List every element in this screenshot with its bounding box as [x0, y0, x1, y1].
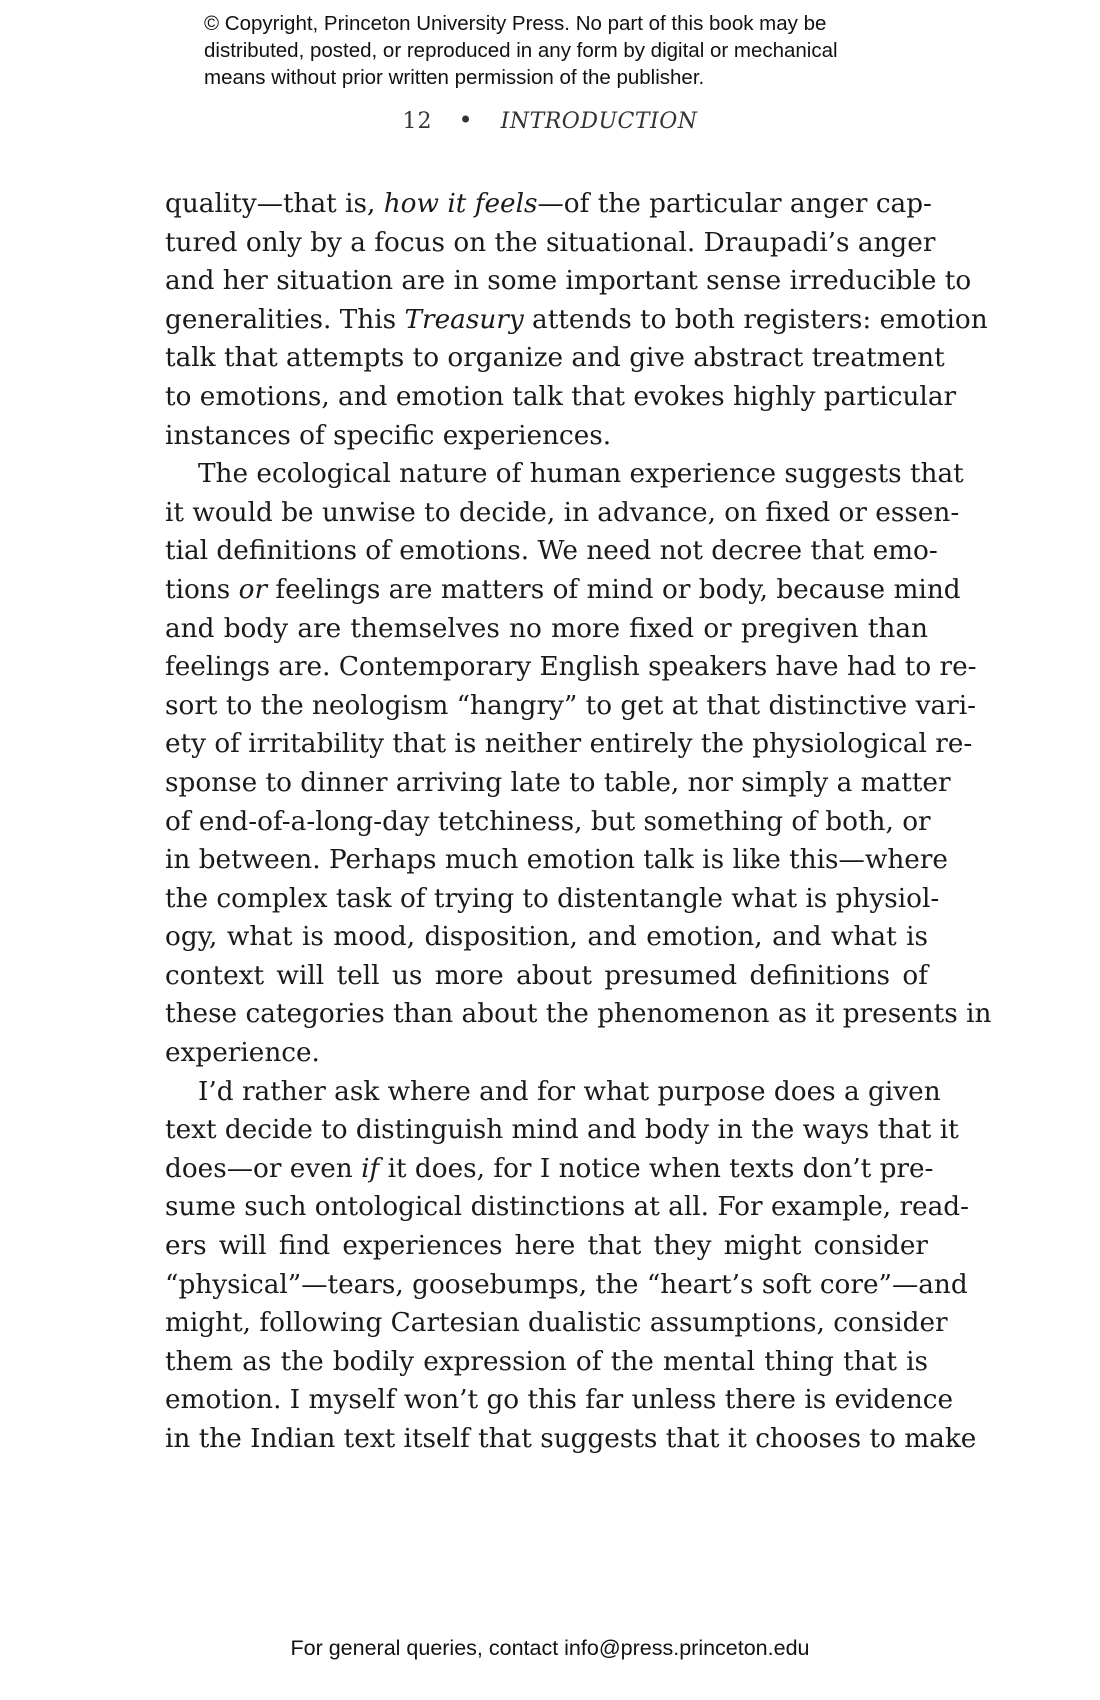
text-line: ogy, what is mood, disposition, and emotion, and what is — [165, 922, 928, 953]
text-line: generalities. This Treasury attends to both registers: emotion — [165, 304, 988, 335]
emphasis: if — [361, 1153, 380, 1184]
text-line: sume such ontological distinctions at all. For example, read- — [165, 1192, 970, 1223]
text-line: The ecological nature of human experience suggests that — [198, 459, 964, 490]
section-title: INTRODUCTION — [500, 109, 698, 134]
text-line: “physical”—tears, goosebumps, the “heart’s soft core”—and — [165, 1269, 968, 1300]
text-line: emotion. I myself won’t go this far unless there is evidence — [165, 1385, 954, 1416]
text-line: sort to the neologism “hangry” to get at that distinctive vari- — [165, 690, 977, 721]
text-line: might, following Cartesian dualistic assumptions, consider — [165, 1308, 948, 1339]
text-line: in the Indian text itself that suggests that it chooses to make — [165, 1424, 977, 1454]
text-line: these categories than about the phenomenon as it presents in — [165, 999, 992, 1030]
text-line: does—or even if it does, for I notice when texts don’t pre- — [165, 1153, 934, 1184]
emphasis: Treasury — [404, 304, 524, 335]
text-line: it would be unwise to decide, in advance, on fixed or essen- — [165, 497, 960, 528]
text-line: sponse to dinner arriving late to table, nor simply a matter — [165, 767, 951, 798]
text-line: and body are themselves no more fixed or pregiven than — [165, 613, 928, 644]
emphasis: or — [238, 574, 268, 605]
text-line: of end-of-a-long-day tetchiness, but something of both, or — [165, 806, 931, 837]
text-line: the complex task of trying to distentangle what is physiol- — [165, 883, 940, 914]
text-line: ers will find experiences here that they might consider — [165, 1231, 928, 1262]
text-line: tions or feelings are matters of mind or body, because mind — [165, 574, 961, 605]
text-line: ety of irritability that is neither entirely the physiological re- — [165, 729, 973, 760]
text-line: quality—that is, how it feels—of the particular anger cap- — [165, 189, 932, 219]
bullet-separator: • — [458, 106, 473, 134]
text-line: context will tell us more about presumed definitions of — [165, 960, 928, 991]
footer-contact: For general queries, contact info@press.princeton.edu — [290, 1636, 810, 1660]
emphasis: how it feels — [383, 189, 538, 219]
text-line: in between. Perhaps much emotion talk is like this—where — [165, 845, 948, 876]
running-head — [0, 105, 1100, 137]
text-line: to emotions, and emotion talk that evokes highly particular — [165, 381, 957, 412]
text-line: instances of specific experiences. — [165, 420, 612, 451]
text-line: text decide to distinguish mind and body in the ways that it — [165, 1115, 959, 1146]
text-line: tured only by a focus on the situational. Draupadi’s anger — [165, 227, 936, 258]
text-line: experience. — [165, 1038, 320, 1069]
copyright-notice — [204, 10, 904, 91]
text-line: tial definitions of emotions. We need not decree that emo- — [165, 536, 938, 567]
text-line: them as the bodily expression of the mental thing that is — [165, 1346, 928, 1377]
copyright-line: means without prior written permission of the publisher. — [204, 66, 705, 89]
page-number: 12 — [402, 109, 433, 134]
text-line: and her situation are in some important sense irreducible to — [165, 266, 972, 297]
copyright-line: © Copyright, Princeton University Press. No part of this book may be — [204, 12, 827, 35]
body-text — [165, 185, 992, 1459]
text-line: I’d rather ask where and for what purpose does a given — [198, 1076, 941, 1107]
text-line: talk that attempts to organize and give abstract treatment — [165, 343, 945, 374]
copyright-line: distributed, posted, or reproduced in any form by digital or mechanical — [204, 39, 838, 62]
text-line: feelings are. Contemporary English speakers have had to re- — [165, 652, 977, 683]
